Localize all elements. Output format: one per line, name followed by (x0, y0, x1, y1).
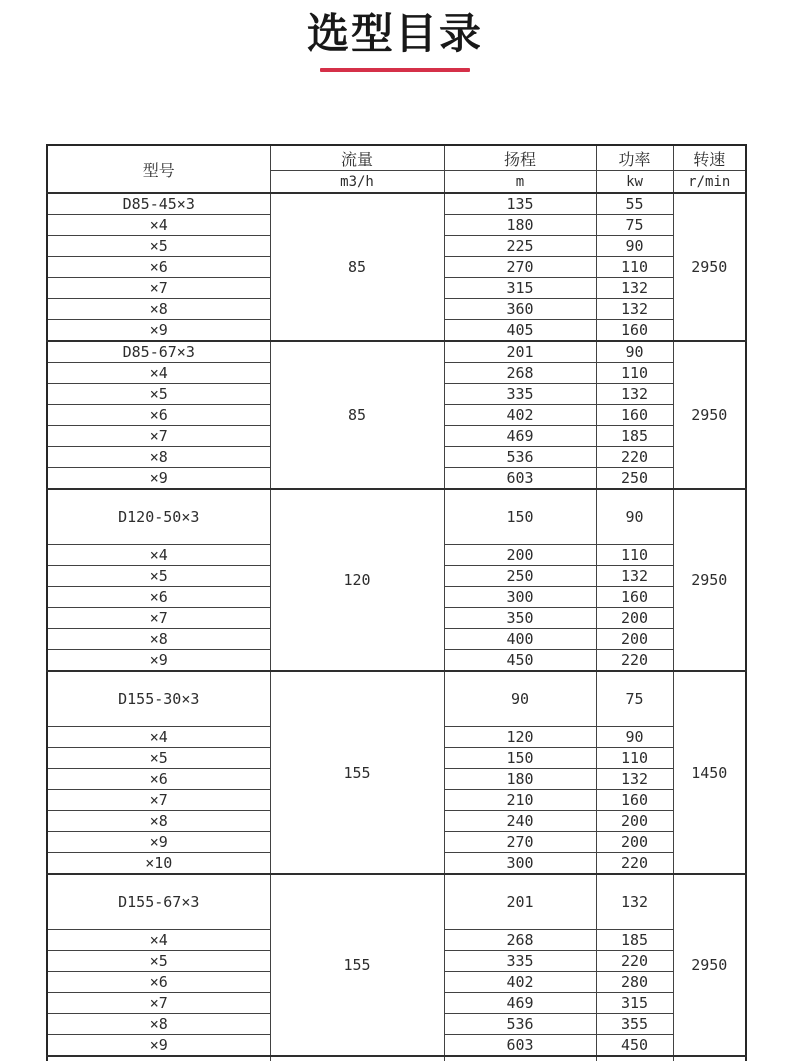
power-cell: 220 (596, 853, 673, 875)
model-cell: ×6 (47, 587, 270, 608)
selection-table-body (47, 193, 746, 1061)
flow-cell: 155 (270, 671, 444, 874)
model-cell: ×5 (47, 748, 270, 769)
head-cell: 225 (444, 236, 596, 257)
model-cell: ×9 (47, 650, 270, 672)
power-cell: 132 (596, 874, 673, 930)
power-cell: 220 (596, 650, 673, 672)
header-label-row (47, 145, 746, 171)
col-header-flow: 流量 (270, 145, 444, 171)
head-cell: 335 (444, 384, 596, 405)
head-cell: 270 (444, 257, 596, 278)
model-cell: ×9 (47, 468, 270, 490)
selection-table (46, 144, 747, 1061)
title-accent-bar (320, 68, 470, 72)
table-row (47, 489, 746, 545)
model-cell: D155-67×3 (47, 874, 270, 930)
head-cell: 180 (444, 769, 596, 790)
power-cell (596, 1056, 673, 1061)
title-block (0, 8, 790, 72)
head-cell: 210 (444, 790, 596, 811)
head-cell: 536 (444, 447, 596, 468)
col-header-head: 扬程 (444, 145, 596, 171)
model-cell: ×6 (47, 972, 270, 993)
model-cell: ×7 (47, 790, 270, 811)
power-cell: 110 (596, 748, 673, 769)
power-cell: 220 (596, 447, 673, 468)
model-cell: D120-50×3 (47, 489, 270, 545)
model-cell: ×9 (47, 320, 270, 342)
unit-flow: m3/h (270, 171, 444, 194)
power-cell: 200 (596, 608, 673, 629)
model-cell: ×10 (47, 853, 270, 875)
power-cell: 55 (596, 193, 673, 215)
col-header-power: 功率 (596, 145, 673, 171)
head-cell: 360 (444, 299, 596, 320)
speed-cell: 2950 (673, 874, 746, 1056)
head-cell: 603 (444, 468, 596, 490)
power-cell: 90 (596, 489, 673, 545)
model-cell: ×5 (47, 566, 270, 587)
model-cell: ×4 (47, 545, 270, 566)
power-cell: 132 (596, 299, 673, 320)
model-cell (47, 1056, 270, 1061)
head-cell: 240 (444, 811, 596, 832)
power-cell: 280 (596, 972, 673, 993)
speed-cell: 2950 (673, 341, 746, 489)
power-cell: 90 (596, 236, 673, 257)
col-header-speed: 转速 (673, 145, 746, 171)
power-cell: 90 (596, 341, 673, 363)
power-cell: 110 (596, 363, 673, 384)
power-cell: 132 (596, 769, 673, 790)
power-cell: 315 (596, 993, 673, 1014)
power-cell: 160 (596, 320, 673, 342)
model-cell: ×9 (47, 832, 270, 853)
model-cell: ×8 (47, 447, 270, 468)
power-cell: 160 (596, 587, 673, 608)
power-cell: 132 (596, 566, 673, 587)
head-cell: 270 (444, 832, 596, 853)
model-cell: ×8 (47, 629, 270, 650)
power-cell: 185 (596, 426, 673, 447)
power-cell: 132 (596, 278, 673, 299)
model-cell: D155-30×3 (47, 671, 270, 727)
model-cell: ×4 (47, 363, 270, 384)
power-cell: 200 (596, 811, 673, 832)
head-cell: 268 (444, 930, 596, 951)
head-cell: 400 (444, 629, 596, 650)
head-cell: 469 (444, 426, 596, 447)
head-cell: 300 (444, 853, 596, 875)
power-cell: 200 (596, 832, 673, 853)
table-row (47, 193, 746, 215)
power-cell: 355 (596, 1014, 673, 1035)
head-cell: 603 (444, 1035, 596, 1057)
power-cell: 200 (596, 629, 673, 650)
model-cell: ×7 (47, 993, 270, 1014)
head-cell: 315 (444, 278, 596, 299)
power-cell: 220 (596, 951, 673, 972)
model-cell: ×6 (47, 405, 270, 426)
model-cell: ×4 (47, 930, 270, 951)
head-cell: 150 (444, 489, 596, 545)
table-row (47, 341, 746, 363)
head-cell: 180 (444, 215, 596, 236)
power-cell: 160 (596, 405, 673, 426)
unit-speed: r/min (673, 171, 746, 194)
head-cell: 450 (444, 650, 596, 672)
unit-head: m (444, 171, 596, 194)
model-cell: ×5 (47, 236, 270, 257)
power-cell: 250 (596, 468, 673, 490)
model-cell: ×5 (47, 951, 270, 972)
model-cell: ×7 (47, 608, 270, 629)
head-cell: 135 (444, 193, 596, 215)
speed-cell: 1450 (673, 671, 746, 874)
model-cell: ×4 (47, 727, 270, 748)
head-cell: 350 (444, 608, 596, 629)
model-cell: ×7 (47, 278, 270, 299)
head-cell: 90 (444, 671, 596, 727)
head-cell: 300 (444, 587, 596, 608)
head-cell: 402 (444, 405, 596, 426)
power-cell: 185 (596, 930, 673, 951)
speed-cell: 2950 (673, 193, 746, 341)
head-cell: 200 (444, 545, 596, 566)
page-title: 选型目录 (306, 9, 483, 58)
table-header (47, 145, 746, 193)
power-cell: 160 (596, 790, 673, 811)
head-cell: 268 (444, 363, 596, 384)
model-cell: ×4 (47, 215, 270, 236)
flow-cell: 120 (270, 489, 444, 671)
power-cell: 132 (596, 384, 673, 405)
model-cell: ×7 (47, 426, 270, 447)
head-cell: 250 (444, 566, 596, 587)
model-cell: D85-67×3 (47, 341, 270, 363)
speed-cell: 2950 (673, 489, 746, 671)
head-cell: 536 (444, 1014, 596, 1035)
head-cell: 402 (444, 972, 596, 993)
model-cell: D85-45×3 (47, 193, 270, 215)
power-cell: 75 (596, 215, 673, 236)
flow-cell: 85 (270, 341, 444, 489)
power-cell: 110 (596, 545, 673, 566)
head-cell: 201 (444, 874, 596, 930)
model-cell: ×6 (47, 769, 270, 790)
unit-power: kw (596, 171, 673, 194)
head-cell: 469 (444, 993, 596, 1014)
model-cell: ×6 (47, 257, 270, 278)
power-cell: 450 (596, 1035, 673, 1057)
table-row (47, 874, 746, 930)
table-row-cutoff (47, 1056, 746, 1061)
model-cell: ×8 (47, 299, 270, 320)
power-cell: 110 (596, 257, 673, 278)
model-cell: ×8 (47, 1014, 270, 1035)
head-cell: 335 (444, 951, 596, 972)
head-cell (444, 1056, 596, 1061)
flow-cell (270, 1056, 444, 1061)
model-cell: ×8 (47, 811, 270, 832)
head-cell: 201 (444, 341, 596, 363)
col-header-model: 型号 (47, 145, 270, 193)
model-cell: ×9 (47, 1035, 270, 1057)
selection-table-wrap (46, 144, 747, 1061)
head-cell: 150 (444, 748, 596, 769)
power-cell: 90 (596, 727, 673, 748)
model-cell: ×5 (47, 384, 270, 405)
head-cell: 405 (444, 320, 596, 342)
speed-cell (673, 1056, 746, 1061)
flow-cell: 85 (270, 193, 444, 341)
power-cell: 75 (596, 671, 673, 727)
head-cell: 120 (444, 727, 596, 748)
table-row (47, 671, 746, 727)
flow-cell: 155 (270, 874, 444, 1056)
